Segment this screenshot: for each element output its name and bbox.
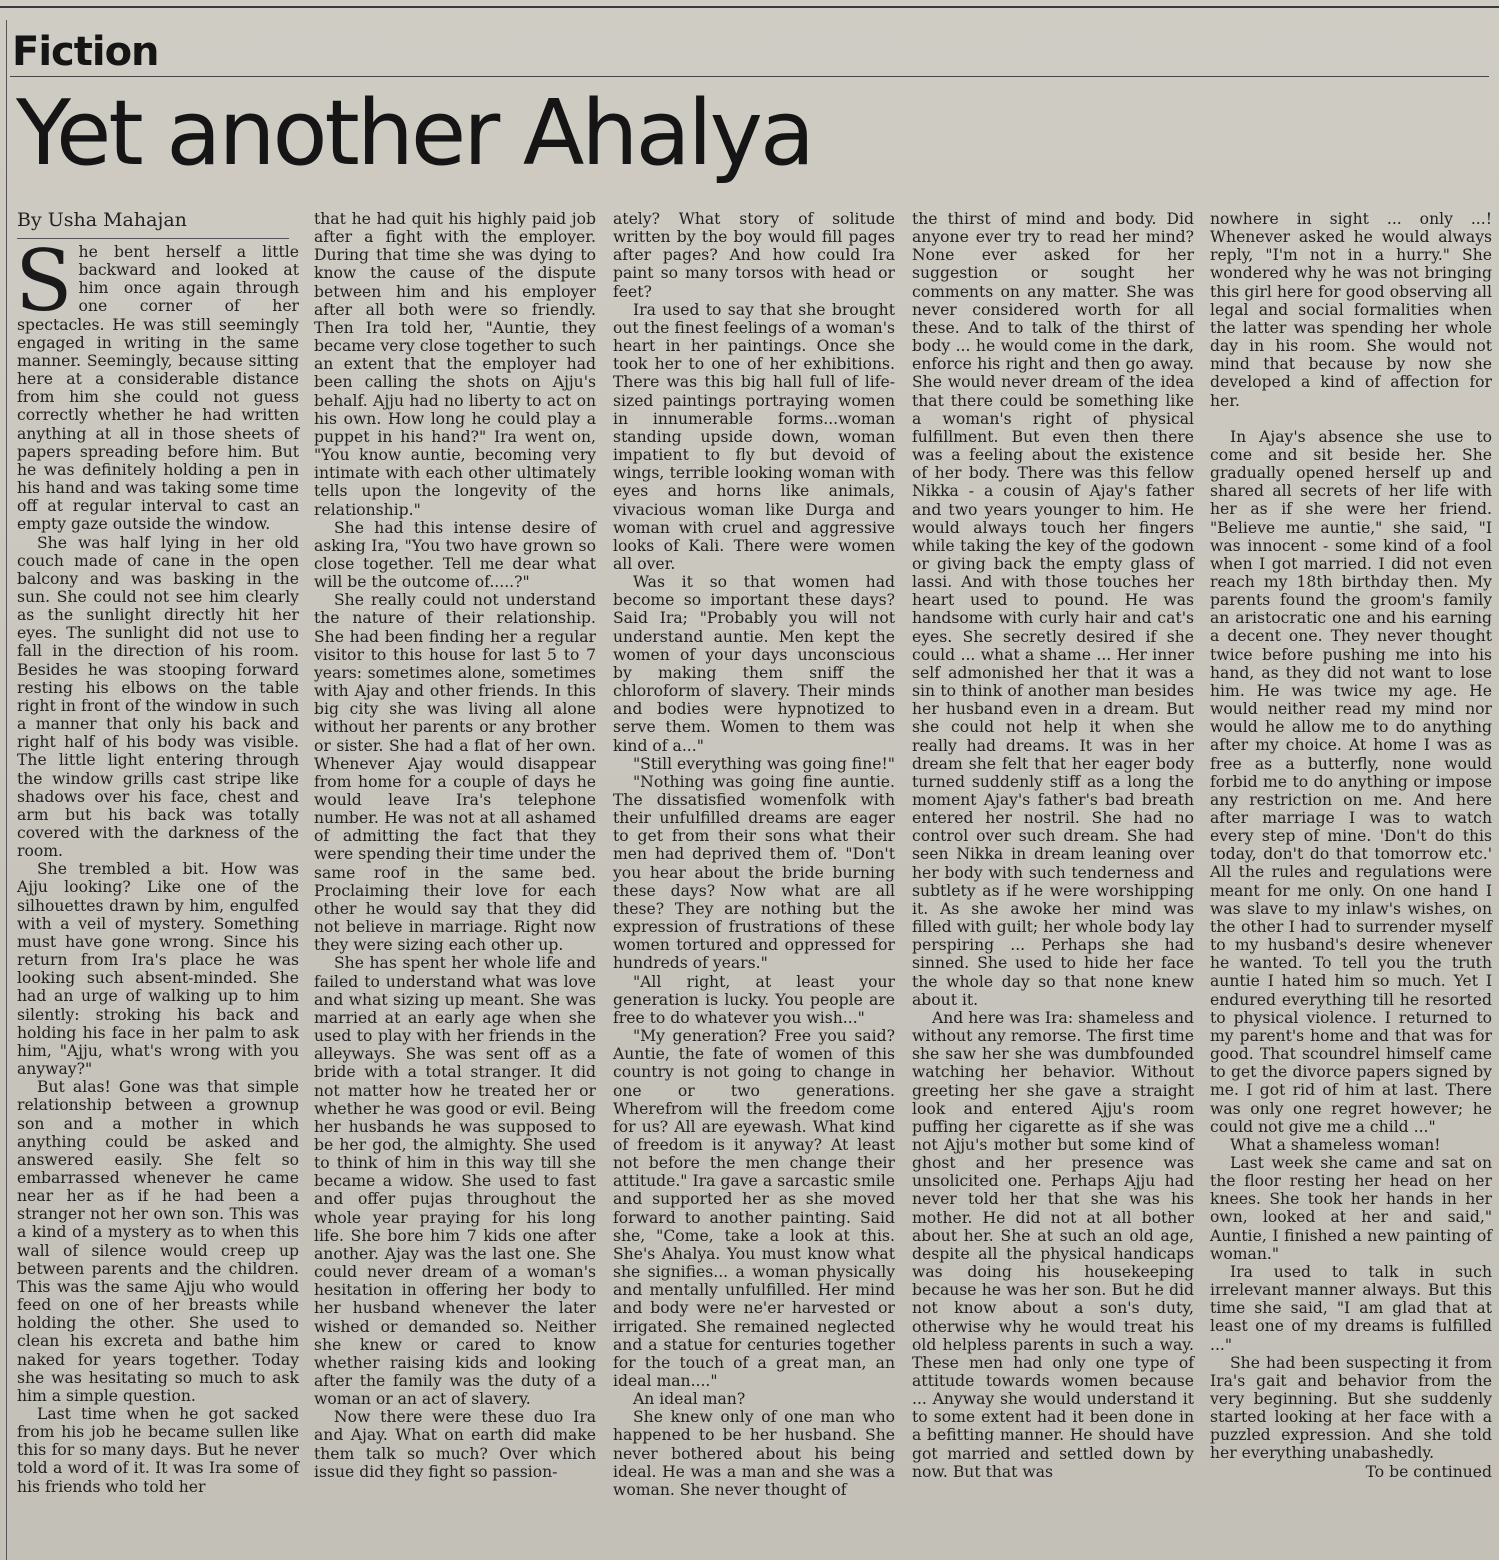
paragraph: She had this intense desire of asking Ira, "You two have grown so close together. Tell me dear what will be the outcome of.....?" xyxy=(314,518,596,592)
paragraph: And here was Ira: shameless and without any remorse. The first time she saw her she was dumbfounded watching her behavior. Without greeting her she gave a straight look and entered Ajju's room puffing her cigarette as if she was not Ajju's mother but some kind of ghost and her presence was unsolicited one. Perhaps Ajju had never told her that she was his mother. He did not at all bother about her. She at such an old age, despite all the physical handicaps was doing his housekeeping because he was her son. But he did not know about a son's duty, otherwise why he would treat his old helpless parents in such a way. These men had only one type of attitude towards women because ... Anyway she would understand it to some extent had it been done in a befitting manner. He should have got married and settled down by now. But that was xyxy=(912,1008,1194,1481)
paragraph: Ira used to say that she brought out the finest feelings of a woman's heart in her paintings. Once she took her to one of her exhibitions. There was this big hall full of life-sized paintings portraying women in innumerable forms...woman standing upside down, woman impatient to fly but devoid of wings, terrible looking woman with eyes and horns like animals, vivacious woman like Durga and woman with cruel and aggressive looks of Kali. There were women all over. xyxy=(613,300,895,573)
paragraph: nowhere in sight ... only ...! Whenever asked he would always reply, "I'm not in a hurry." She wondered why he was not bringing this girl here for good observing all legal and social formalities when the latter was spending her whole day in his room. She would not mind that because by now she developed a kind of affection for her. xyxy=(1210,210,1492,410)
paragraph: Ira used to talk in such irrelevant manner always. But this time she said, "I am glad that at least one of my dreams is fulfilled ..." xyxy=(1210,1262,1492,1354)
paragraph: An ideal man? xyxy=(633,1390,746,1409)
paragraph: "Nothing was going fine auntie. The dissatisfied womenfolk with their unfulfilled dreams are eager to get from their sons what their men had deprived them of. "Don't you hear about the bride burning these days? Now what are all these? They are nothing but the expression of frustrations of these women tortured and oppressed for hundreds of years." xyxy=(613,772,895,973)
top-rule xyxy=(0,6,1499,8)
article-column-3 xyxy=(613,210,895,1499)
section-rule xyxy=(10,76,1489,77)
paragraph: She knew only of one man who happened to be her husband. She never bothered about his being ideal. He was a man and she was a woman. She never thought of xyxy=(613,1408,895,1499)
headline: Yet another Ahalya xyxy=(16,81,813,186)
article-column-5 xyxy=(1210,210,1492,1481)
byline: By Usha Mahajan xyxy=(17,208,289,239)
paragraph: But alas! Gone was that simple relationship between a grownup son and a mother in which anything could be asked and answered easily. She felt so embarrassed whenever he came near her as if he had been a stranger not her own son. This was a kind of a mystery as to when this wall of silence would creep up between parents and the children. This was the same Ajju who would feed on one of her breasts while holding the other. She used to clean his excreta and bathe him naked for years together. Today she was hesitating so much to ask him a simple question. xyxy=(17,1078,299,1405)
paragraph: "Still everything was going fine!" xyxy=(633,754,895,773)
to-be-continued: To be continued xyxy=(1365,1462,1492,1481)
drop-cap: S xyxy=(15,232,73,330)
paragraph: She was half lying in her old couch made of cane in the open balcony and was basking in the sun. She could not see him clearly as the sunlight directly hit her eyes. The sunlight did not use to fall in the direction of his room. Besides he was stooping forward resting his elbows on the table right in front of the window in such a manner that only his back and right half of his body was visible. The little light entering through the window grills cast stripe like shadows over his face, chest and arm but his back was totally covered with the darkness of the room. xyxy=(17,533,299,861)
article-column-2 xyxy=(314,210,596,1481)
article-column-4 xyxy=(912,210,1194,1481)
paragraph: She has spent her whole life and failed to understand what was love and what sizing up meant. She was married at an early age when she used to play with her friends in the alleyways. She was sent off as a bride with a total stranger. It did not matter how he treated her or whether he was good or evil. Being her husbands he was supposed to be her god, the almighty. She used to think of him in this way till she became a widow. She used to fast and offer pujas throughout the whole year praying for his long life. She bore him 7 kids one after another. Ajay was the last one. She could never dream of a woman's hesitation in offering her body to her husband whenever the later wished or demanded so. Neither she knew or cared to know whether raising kids and looking after the family was the duty of a woman or an act of slavery. xyxy=(314,954,596,1409)
paragraph: that he had quit his highly paid job after a fight with the employer. During that time she was dying to know the cause of the dispute between him and his employer after all both were so friendly. Then Ira told her, "Auntie, they became very close together to such an extent that the employer had been calling the shots on Ajju's behalf. Ajju had no liberty to act on his own. How long he could play a puppet in his hand?" Ira went on, "You know auntie, becoming very intimate with each other ultimately tells upon the longevity of the relationship." xyxy=(314,210,596,519)
article-column-1 xyxy=(17,208,299,1496)
paragraph: In Ajay's absence she use to come and sit beside her. She gradually opened herself up and shared all secrets of her life with her as if she were her friend. "Believe me auntie," she said, "I was innocent - some kind of a fool when I got married. I did not even reach my 18th birthday then. My parents found the groom's family an aristocratic one and his earning a decent one. They never thought twice before pushing me into his hand, as they did not want to lose him. He was twice my age. He would neither read my mind nor would he allow me to do anything after my choice. At home I was as free as a butterfly, none would forbid me to do anything or impose any restriction on me. And here after marriage I was to watch every step of mine. 'Don't do this today, don't do that tomorrow etc.' All the rules and regulations were meant for me only. On one hand I was slave to my inlaw's wishes, on the other I had to surrender myself to my husband's desire whenever he wanted. To tell you the truth auntie I hated him so much. Yet I endured everything till he resorted to physical violence. I returned to my parent's home and that was for good. That scoundrel himself came to get the divorce papers signed by me. I got rid of him at last. There was only one regret however; he could not give me a child ..." xyxy=(1210,427,1492,1136)
paragraph: She bent herself a little backward and looked at him once again through one corner of her spectacles. He was still seemingly engaged in writing in the same manner. Seemingly, because sitting here at a considerable distance from him she could not guess correctly whether he had written anything at all in those sheets of papers spreading before him. But he was definitely holding a pen in his hand and was taking some time off at regular interval to cast an empty gaze outside the window. xyxy=(15,232,299,534)
paragraph: What a shameless woman! xyxy=(1230,1135,1441,1154)
paragraph: Last time when he got sacked from his job he became sullen like this for so many days. But he never told a word of it. It was Ira some of his friends who told her xyxy=(17,1405,299,1496)
paragraph: "My generation? Free you said? Auntie, the fate of women of this country is not going to change in one or two generations. Wherefrom will the freedom come for us? All are eyewash. What kind of freedom is it anyway? At least not before the men change their attitude." Ira gave a sarcastic smile and supported her as she moved forward to another painting. Said she, "Come, take a look at this. She's Ahalya. You must know what she signifies... a woman physically and mentally unfulfilled. Her mind and body were ne'er harvested or irrigated. She remained neglected and a statue for centuries together for the touch of a great man, an ideal man...." xyxy=(613,1027,895,1390)
paragraph: She really could not understand the nature of their relationship. She had been finding her a regular visitor to this house for last 5 to 7 years: sometimes alone, sometimes with Ajay and other friends. In this big city she was living all alone without her parents or any brother or sister. She had a flat of her own. Whenever Ajay would disappear from home for a couple of days he would leave Ira's telephone number. He was not at all ashamed of admitting the fact that they were spending their time under the same roof in the same bed. Proclaiming their love for each other he would say that they did not believe in marriage. Right now they were sizing each other up. xyxy=(314,591,596,955)
paragraph: "All right, at least your generation is lucky. You people are free to do whatever you wish..." xyxy=(613,972,895,1027)
paragraph: She trembled a bit. How was Ajju looking? Like one of the silhouettes drawn by him, engulfed with a veil of mystery. Something must have gone wrong. Since his return from Ira's place he was looking such absent-minded. She had an urge of walking up to him silently: stroking his back and holding his face in her palm to ask him, "Ajju, what's wrong with you anyway?" xyxy=(17,860,299,1079)
paragraph: Now there were these duo Ira and Ajay. What on earth did make them talk so much? Over which issue did they fight so passion- xyxy=(314,1408,596,1481)
section-label: Fiction xyxy=(12,29,159,75)
paragraph: Last week she came and sat on the floor resting her head on her knees. She took her hands in her own, looked at her and said," Auntie, I finished a new painting of woman." xyxy=(1210,1153,1492,1263)
paragraph: She had been suspecting it from Ira's gait and behavior from the very beginning. But she suddenly started looking at her face with a puzzled expression. And she told her everything unabashedly. xyxy=(1210,1353,1492,1463)
paragraph: ately? What story of solitude written by the boy would fill pages after pages? And how could Ira paint so many torsos with head or feet? xyxy=(613,210,895,301)
paragraph: the thirst of mind and body. Did anyone ever try to read her mind? None ever asked for her suggestion or sought her comments on any matter. She was never considered worth for all these. And to talk of the thirst of body ... he would come in the dark, enforce his right and then go away. She would never dream of the idea that there could be something like a woman's right of physical fulfillment. But even then there was a feeling about the existence of her body. There was this fellow Nikka - a cousin of Ajay's father and two years younger to him. He would always touch her fingers while taking the key of the godown or giving back the empty glass of lassi. And with those touches her heart used to pound. He was handsome with curly hair and cat's eyes. She secretly desired if she could ... what a shame ... Her inner self admonished her that it was a sin to think of another man besides her husband even in a dream. But she could not help it when she really had dreams. It was in her dream she felt that her eager body turned suddenly stiff as a long the moment Ajay's father's bad breath entered her nostril. She had no control over such dream. She had seen Nikka in dream leaning over her body with such tenderness and subtlety as if he were worshipping it. As she awoke her mind was filled with guilt; her whole body lay perspiring ... Perhaps she had sinned. She used to hide her face the whole day so that none knew about it. xyxy=(912,210,1194,1009)
left-frame-rule xyxy=(6,20,7,1560)
paragraph: Was it so that women had become so important these days? Said Ira; "Probably you will not understand auntie. Men kept the women of your days unconscious by making them sniff the chloroform of slavery. Their minds and bodies were hypnotized to serve them. Women to them was kind of a..." xyxy=(613,573,895,755)
